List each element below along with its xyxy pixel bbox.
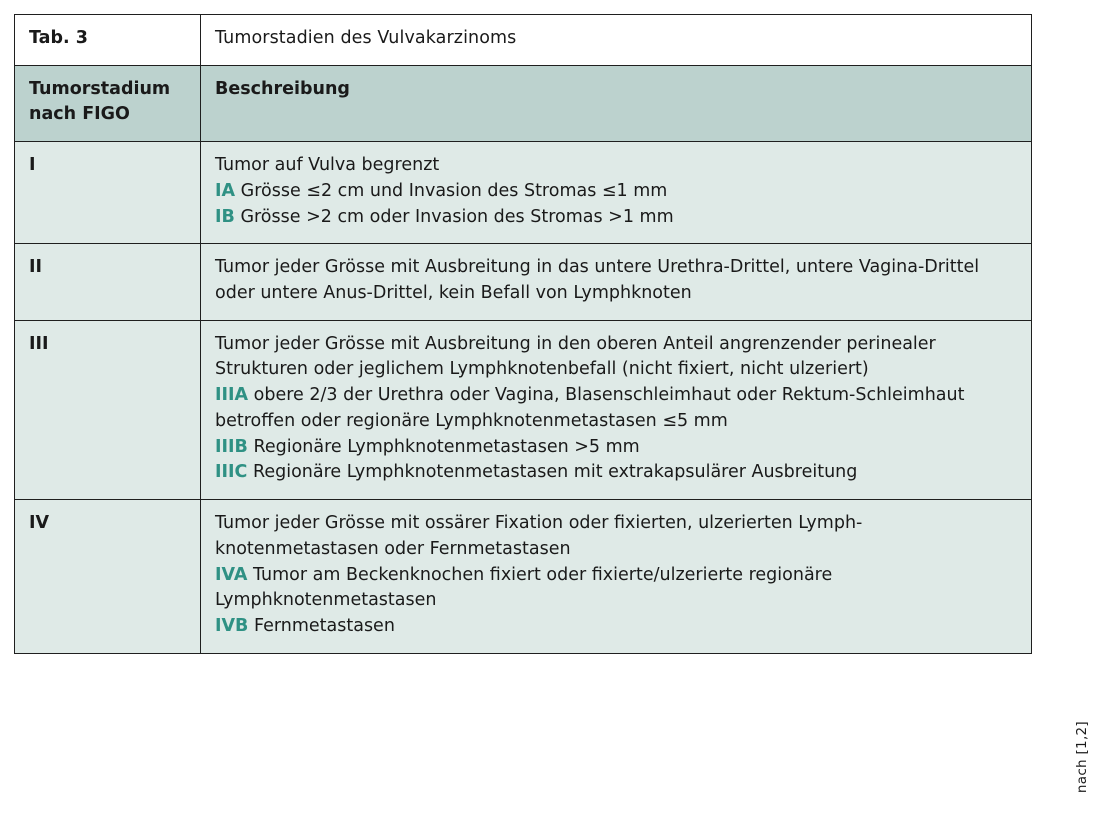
- description-line: [215, 563, 1017, 614]
- description-line: [215, 614, 1017, 640]
- stage-label: II: [15, 244, 201, 320]
- header-row: [15, 65, 1032, 141]
- substage-label: IVA: [215, 564, 248, 585]
- description-line: [215, 179, 1017, 205]
- substage-label: IIIC: [215, 462, 248, 483]
- description-text: Grösse >2 cm oder Invasion des Stromas >1 mm: [240, 206, 674, 227]
- stage-description: [201, 244, 1032, 320]
- stage-label: III: [15, 320, 201, 499]
- header-stage-line2: nach FIGO: [29, 104, 130, 125]
- description-text: Tumor jeder Grösse mit Ausbreitung in den oberen Anteil angrenzender perinealer Strukturen oder jeglichem Lymphknotenbefall (nicht fixiert, nicht ulzeriert): [215, 333, 936, 380]
- description-line: [215, 332, 1017, 383]
- description-text: Tumor jeder Grösse mit Ausbreitung in das untere Urethra-Drittel, untere Vagina-Drittel oder untere Anus-Drittel, kein Befall von Lymphknoten: [215, 257, 980, 304]
- description-line: [215, 460, 1017, 486]
- description-text: Regionäre Lymphknotenmetastasen >5 mm: [253, 436, 640, 457]
- table-row: [15, 244, 1032, 320]
- description-text: Tumor jeder Grösse mit ossärer Fixation oder fixierten, ulzerierten Lymph-knotenmetastasen oder Fernmetastasen: [215, 513, 863, 559]
- substage-label: IVB: [215, 615, 249, 636]
- description-text: obere 2/3 der Urethra oder Vagina, Blasenschleimhaut oder Rektum-Schleimhaut betroffen oder regionäre Lymphknotenmetastasen ≤5 mm: [215, 385, 965, 431]
- stage-description: [201, 500, 1032, 654]
- description-text: Regionäre Lymphknotenmetastasen mit extrakapsulärer Ausbreitung: [252, 462, 858, 483]
- description-text: Fernmetastasen: [253, 615, 395, 636]
- description-line: [215, 511, 1017, 562]
- caption-row: [15, 15, 1032, 66]
- description-text: Tumor am Beckenknochen fixiert oder fixierte/ulzerierte regionäre Lymphknotenmetastasen: [215, 564, 833, 611]
- description-line: [215, 383, 1017, 434]
- table-body: [15, 15, 1032, 654]
- header-cell-stage: [15, 65, 201, 141]
- substage-label: IA: [215, 180, 236, 201]
- header-cell-description: Beschreibung: [201, 65, 1032, 141]
- table-row: [15, 500, 1032, 654]
- source-note: nach [1,2]: [1074, 720, 1090, 793]
- description-text: Grösse ≤2 cm und Invasion des Stromas ≤1 mm: [240, 180, 668, 201]
- header-stage-line1: Tumorstadium: [29, 78, 171, 99]
- table-row: [15, 320, 1032, 499]
- substage-label: IIIA: [215, 385, 249, 406]
- stage-description: [201, 320, 1032, 499]
- table-caption-text: Tumorstadien des Vulvakarzinoms: [201, 15, 1032, 66]
- table-number-label: Tab. 3: [15, 15, 201, 66]
- substage-label: IIIB: [215, 436, 248, 457]
- description-line: [215, 255, 1017, 306]
- stage-label: IV: [15, 500, 201, 654]
- description-line: [215, 435, 1017, 461]
- description-text: Tumor auf Vulva begrenzt: [215, 155, 440, 176]
- figo-table-container: [14, 14, 1032, 654]
- table-row: [15, 142, 1032, 244]
- substage-label: IB: [215, 206, 235, 227]
- description-line: [215, 205, 1017, 231]
- description-line: [215, 153, 1017, 179]
- stage-label: I: [15, 142, 201, 244]
- figo-stages-table: [14, 14, 1032, 654]
- stage-description: [201, 142, 1032, 244]
